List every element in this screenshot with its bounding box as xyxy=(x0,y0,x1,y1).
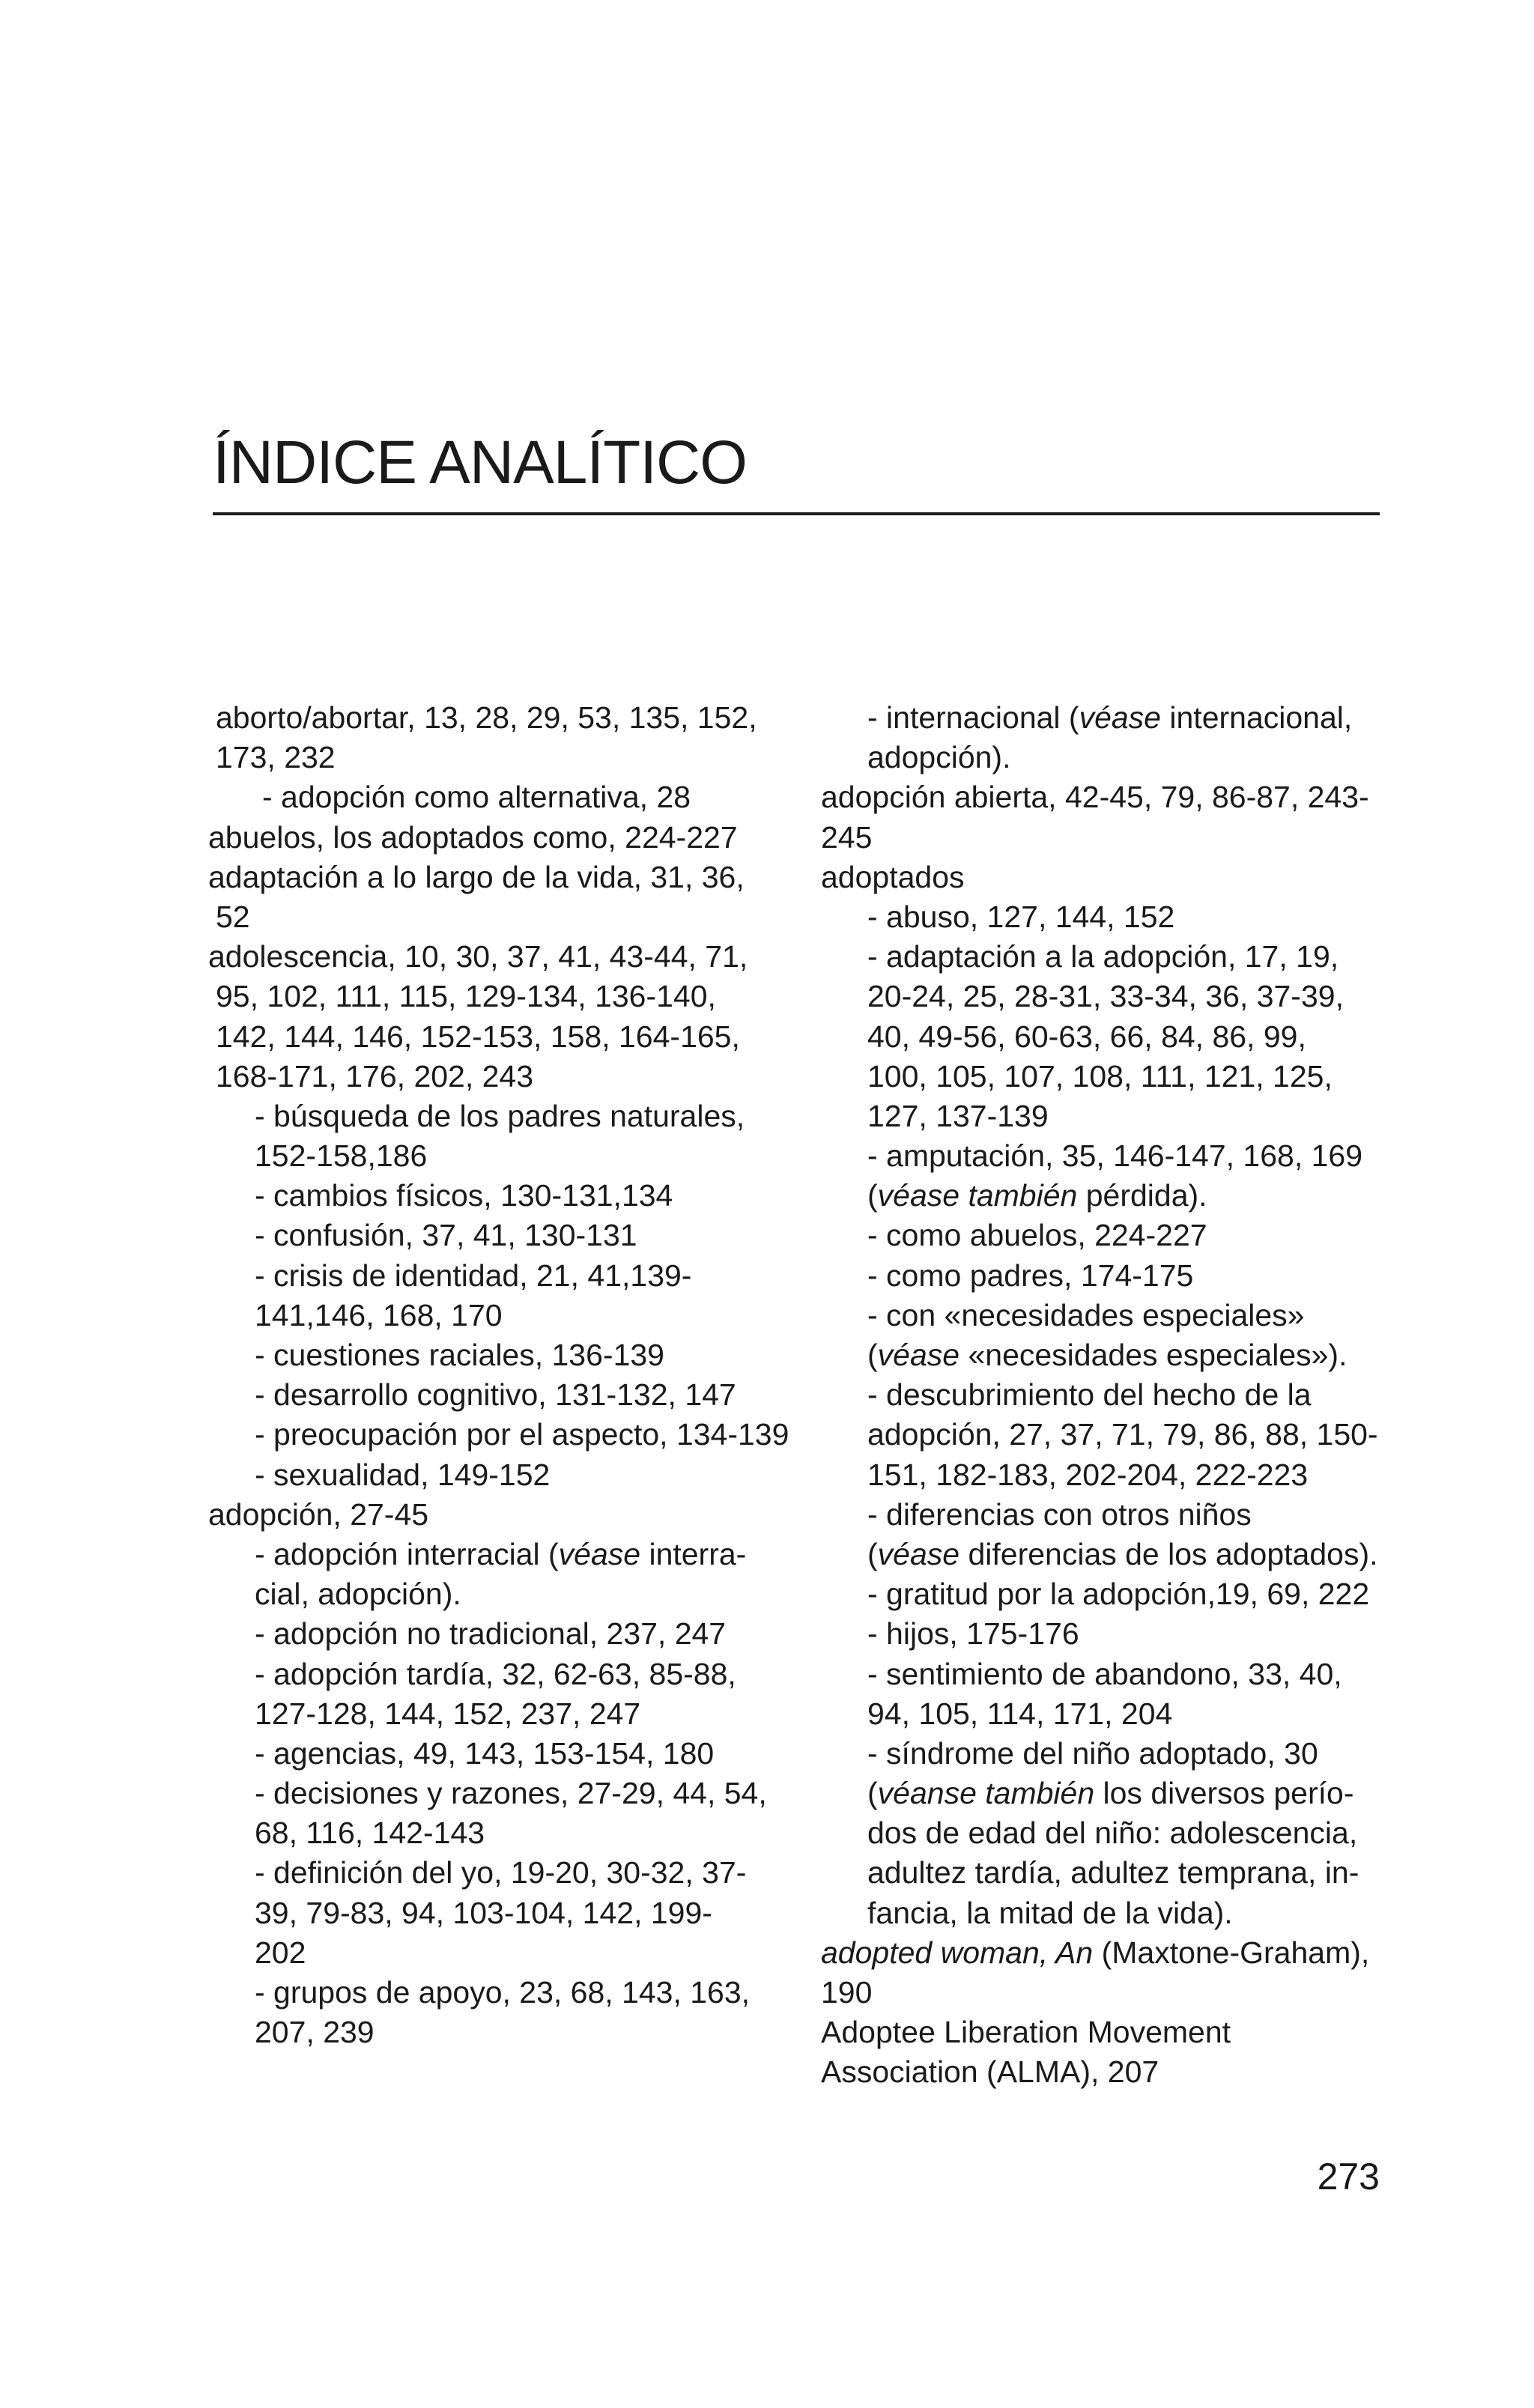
index-text: ( xyxy=(867,1536,878,1571)
index-line xyxy=(208,818,774,858)
index-text: véanse también xyxy=(877,1776,1095,1811)
index-line xyxy=(208,1853,774,1893)
index-text: - sexualidad, 149-152 xyxy=(255,1457,551,1492)
index-line xyxy=(208,2013,774,2052)
index-text: dos de edad del niño: adolescencia, xyxy=(867,1816,1358,1851)
index-text: 100, 105, 107, 108, 111, 121, 125, xyxy=(867,1058,1333,1094)
index-text: - grupos de apoyo, 23, 68, 143, 163, xyxy=(255,1975,751,2010)
index-line xyxy=(208,1136,774,1176)
index-text: - cambios físicos, 130-131,134 xyxy=(255,1178,673,1213)
index-text: 141,146, 168, 170 xyxy=(255,1297,503,1332)
index-text: interra- xyxy=(640,1536,747,1571)
index-text: véase xyxy=(877,1536,960,1571)
index-line xyxy=(821,1774,1380,1813)
index-line xyxy=(821,1335,1380,1375)
index-text: 173, 232 xyxy=(216,740,336,775)
index-line xyxy=(208,1057,774,1097)
index-text: 245 xyxy=(821,819,873,855)
index-text: los diversos perío- xyxy=(1094,1776,1354,1811)
index-text: - síndrome del niño adoptado, 30 xyxy=(867,1735,1318,1771)
index-text: - abuso, 127, 144, 152 xyxy=(867,899,1175,934)
index-text: - preocupación por el aspecto, 134-139 xyxy=(255,1417,789,1452)
index-line xyxy=(821,1694,1380,1734)
index-line xyxy=(821,1495,1380,1535)
index-text: - gratitud por la adopción,19, 69, 222 xyxy=(867,1577,1370,1612)
index-text: - como padres, 174-175 xyxy=(867,1258,1194,1293)
index-line xyxy=(208,1973,774,2013)
index-line xyxy=(821,1256,1380,1296)
index-text: cial, adopción). xyxy=(255,1577,461,1612)
index-text: 142, 144, 146, 152-153, 158, 164-165, xyxy=(216,1019,740,1054)
index-text: - decisiones y razones, 27-29, 44, 54, xyxy=(255,1776,767,1811)
index-line xyxy=(821,738,1380,777)
index-text: véase también xyxy=(877,1178,1078,1213)
index-line xyxy=(821,1097,1380,1136)
index-text: adopción). xyxy=(867,740,1011,775)
index-line xyxy=(821,858,1380,897)
index-line xyxy=(208,1813,774,1853)
index-text: - adopción como alternativa, 28 xyxy=(262,780,691,815)
index-text: - hijos, 175-176 xyxy=(867,1616,1079,1652)
index-text: - internacional ( xyxy=(867,700,1079,735)
index-line xyxy=(821,818,1380,858)
index-line xyxy=(821,1734,1380,1774)
index-line xyxy=(208,698,774,738)
index-line xyxy=(208,1614,774,1654)
index-line xyxy=(208,1734,774,1774)
index-text: 202 xyxy=(255,1935,306,1970)
index-line xyxy=(821,1614,1380,1654)
index-line xyxy=(208,1535,774,1574)
index-line xyxy=(821,1655,1380,1694)
index-line xyxy=(821,1375,1380,1415)
index-text: - adopción interracial ( xyxy=(255,1536,559,1571)
index-text: adopción, 27, 37, 71, 79, 86, 88, 150- xyxy=(867,1417,1378,1452)
index-line xyxy=(821,1415,1380,1455)
index-text: - con «necesidades especiales» xyxy=(867,1297,1305,1332)
index-line xyxy=(208,1415,789,1455)
index-text: 168-171, 176, 202, 243 xyxy=(216,1058,534,1094)
index-text: 39, 79-83, 94, 103-104, 142, 199- xyxy=(255,1895,712,1930)
index-line xyxy=(821,897,1380,937)
index-line xyxy=(821,1017,1380,1057)
index-line xyxy=(821,1216,1380,1255)
index-text: - diferencias con otros niños xyxy=(867,1496,1252,1532)
index-text: - definición del yo, 19-20, 30-32, 37- xyxy=(255,1855,747,1890)
index-text: - crisis de identidad, 21, 41,139- xyxy=(255,1258,692,1293)
index-text: adoptados xyxy=(821,859,965,894)
index-text: - cuestiones raciales, 136-139 xyxy=(255,1338,664,1372)
index-text: adultez tardía, adultez temprana, in- xyxy=(867,1855,1359,1890)
index-line xyxy=(208,1574,774,1614)
index-text: véase xyxy=(558,1536,641,1571)
index-text: pérdida). xyxy=(1077,1178,1207,1213)
index-text: fancia, la mitad de la vida). xyxy=(867,1895,1233,1930)
index-text: ( xyxy=(867,1776,878,1811)
index-line xyxy=(208,1893,774,1933)
index-line xyxy=(208,1455,774,1495)
index-text: 151, 182-183, 202-204, 222-223 xyxy=(867,1457,1309,1492)
index-line xyxy=(208,1097,774,1136)
index-line xyxy=(821,1176,1380,1216)
index-text: - amputación, 35, 146-147, 168, 169 xyxy=(867,1138,1363,1174)
index-line xyxy=(208,897,774,937)
index-text: Association (ALMA), 207 xyxy=(821,2054,1159,2090)
index-line xyxy=(208,738,774,777)
index-line xyxy=(821,977,1380,1016)
index-line xyxy=(208,1017,774,1057)
index-line xyxy=(821,1853,1380,1893)
index-line xyxy=(821,777,1380,817)
index-line xyxy=(821,1535,1380,1574)
index-text: adaptación a lo largo de la vida, 31, 36, xyxy=(208,859,745,894)
index-line xyxy=(821,2052,1380,2092)
index-text: «necesidades especiales»). xyxy=(959,1338,1347,1372)
index-column-left xyxy=(208,698,789,2052)
index-text: - desarrollo cognitivo, 131-132, 147 xyxy=(255,1377,736,1413)
index-text: adolescencia, 10, 30, 37, 41, 43-44, 71, xyxy=(208,939,748,974)
index-text: - adopción no tradicional, 237, 247 xyxy=(255,1616,727,1652)
index-line xyxy=(821,1455,1380,1495)
index-text: 127, 137-139 xyxy=(867,1098,1049,1133)
index-text: - confusión, 37, 41, 130-131 xyxy=(255,1218,637,1253)
index-line xyxy=(208,1495,774,1535)
index-text: 127-128, 144, 152, 237, 247 xyxy=(255,1696,641,1731)
index-line xyxy=(821,1574,1380,1614)
page-number: 273 xyxy=(1317,2156,1380,2198)
index-text: - agencias, 49, 143, 153-154, 180 xyxy=(255,1735,715,1771)
index-text: adopción, 27-45 xyxy=(208,1496,429,1532)
index-line xyxy=(821,1057,1380,1097)
index-text: internacional, xyxy=(1161,700,1353,735)
index-line xyxy=(821,1813,1380,1853)
index-line xyxy=(208,1933,774,1973)
title-divider xyxy=(213,512,1380,515)
index-line xyxy=(208,1375,774,1415)
index-column-right xyxy=(821,698,1380,2093)
index-text: 52 xyxy=(216,899,250,934)
index-text: 190 xyxy=(821,1975,873,2010)
index-line xyxy=(208,1216,774,1255)
index-text: Adoptee Liberation Movement xyxy=(821,2015,1231,2050)
index-text: 20-24, 25, 28-31, 33-34, 36, 37-39, xyxy=(867,979,1344,1014)
index-line xyxy=(208,1176,774,1216)
index-text: adopción abierta, 42-45, 79, 86-87, 243- xyxy=(821,780,1369,815)
index-line xyxy=(208,1694,774,1734)
index-line xyxy=(208,1296,774,1335)
index-text: diferencias de los adoptados). xyxy=(959,1536,1378,1571)
index-text: ( xyxy=(867,1338,878,1372)
index-line xyxy=(821,1136,1380,1176)
index-text: aborto/abortar, 13, 28, 29, 53, 135, 152, xyxy=(216,700,757,735)
page-title: ÍNDICE ANALÍTICO xyxy=(213,428,748,497)
index-text: - sentimiento de abandono, 33, 40, xyxy=(867,1656,1342,1691)
index-line xyxy=(821,698,1380,738)
index-text: - como abuelos, 224-227 xyxy=(867,1218,1207,1253)
index-line xyxy=(821,1893,1380,1933)
index-text: 40, 49-56, 60-63, 66, 84, 86, 99, xyxy=(867,1019,1306,1054)
index-line xyxy=(208,1655,774,1694)
index-text: abuelos, los adoptados como, 224-227 xyxy=(208,819,738,855)
index-text: - adopción tardía, 32, 62-63, 85-88, xyxy=(255,1656,736,1691)
index-text: véase xyxy=(1079,700,1161,735)
index-text: 152-158,186 xyxy=(255,1138,428,1174)
index-line xyxy=(208,1335,774,1375)
index-line xyxy=(208,1256,774,1296)
index-text: véase xyxy=(877,1338,960,1372)
index-line xyxy=(208,777,774,817)
index-line xyxy=(821,1296,1380,1335)
index-line xyxy=(208,858,774,897)
index-line xyxy=(821,1973,1380,2013)
index-line xyxy=(821,937,1380,977)
index-text: adopted woman, An xyxy=(821,1935,1094,1970)
index-text: (Maxtone-Graham), xyxy=(1093,1935,1370,1970)
index-line xyxy=(208,977,774,1016)
index-line xyxy=(208,1774,774,1813)
index-text: 94, 105, 114, 171, 204 xyxy=(867,1696,1173,1731)
index-text: 95, 102, 111, 115, 129-134, 136-140, xyxy=(216,979,716,1014)
index-text: 68, 116, 142-143 xyxy=(255,1816,485,1851)
index-text: 207, 239 xyxy=(255,2015,375,2050)
index-line xyxy=(208,937,774,977)
index-text: - descubrimiento del hecho de la xyxy=(867,1377,1312,1413)
index-text: - adaptación a la adopción, 17, 19, xyxy=(867,939,1339,974)
index-line xyxy=(821,2013,1380,2052)
index-text: ( xyxy=(867,1178,878,1213)
index-text: - búsqueda de los padres naturales, xyxy=(255,1098,745,1133)
index-line xyxy=(821,1933,1380,1973)
